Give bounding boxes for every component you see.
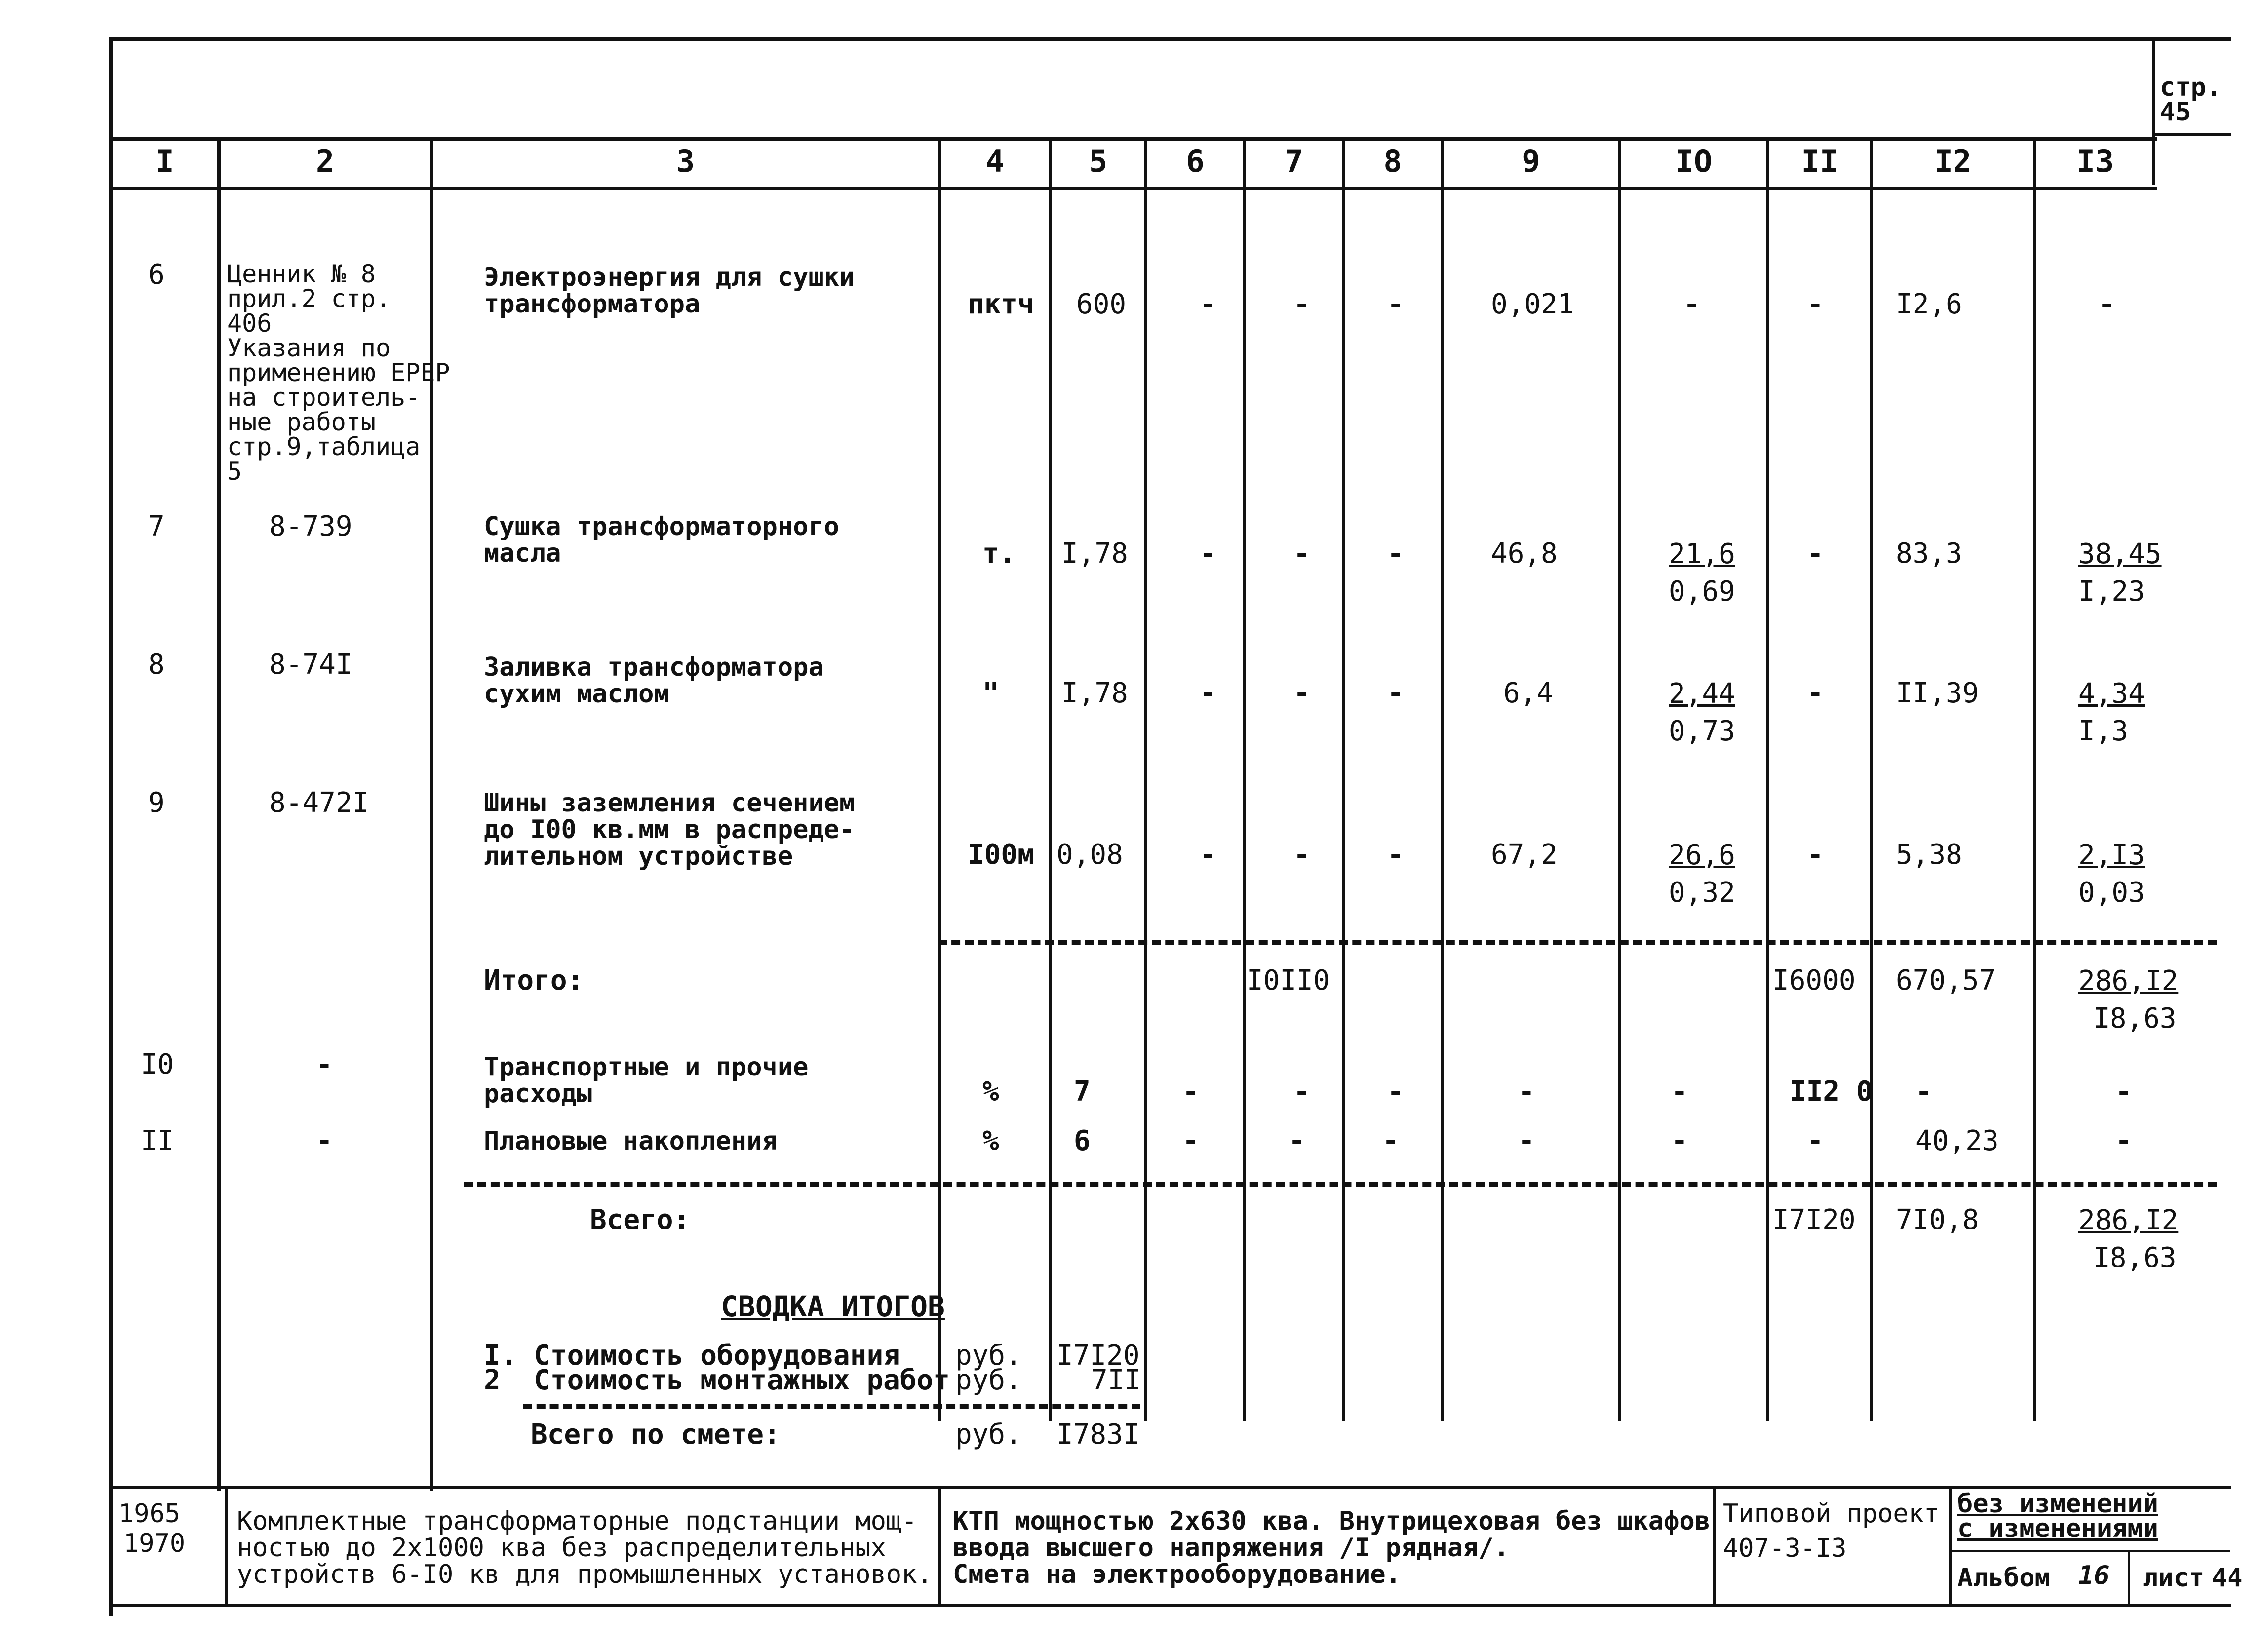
summary-title: СВОДКА ИТОГОВ	[721, 1290, 945, 1323]
row-c8: -	[1387, 538, 1404, 570]
row-c10-fraction	[1669, 536, 1735, 611]
summary-item-installation: 2 Стоимость монтажных работ	[484, 1364, 950, 1396]
row-c7: -	[1293, 839, 1310, 871]
col-sep	[2033, 138, 2036, 1421]
summary-item-equipment: I. Стоимость оборудования	[484, 1340, 900, 1372]
stamp-album-label: Альбом	[1957, 1563, 2050, 1593]
row-c9: 0,021	[1491, 288, 1574, 320]
col-sep	[1766, 138, 1769, 1421]
row-source: 8-74I	[269, 649, 352, 681]
col-header: 3	[676, 143, 695, 179]
row-c6: -	[1200, 677, 1216, 709]
row-c13-numerator: 38,45	[2078, 538, 2162, 570]
summary-total-value: I783I	[1056, 1419, 1140, 1451]
row-c11: -	[1807, 538, 1824, 570]
row-number: 8	[148, 649, 165, 681]
row-source: 8-739	[269, 510, 352, 542]
row-c9: -	[1518, 1125, 1535, 1157]
row-name: Шины заземления сечением до I00 кв.мм в распреде- лительном устройстве	[484, 788, 855, 871]
col-sep	[1144, 138, 1147, 1421]
row-source: Ценник № 8 прил.2 стр. 406 Указания по применению ЕРЕР на строитель- ные работы стр.9,таблица 5	[227, 260, 450, 486]
row-c7: -	[1293, 677, 1310, 709]
row-qty: I,78	[1061, 677, 1128, 709]
row-c10-fraction	[1669, 837, 1735, 912]
summary-unit-installation: руб.	[955, 1364, 1022, 1396]
col-header: 5	[1089, 143, 1108, 179]
row-qty: 6	[1074, 1125, 1091, 1157]
stamp-top-rule	[109, 1486, 2231, 1489]
row-name: Заливка трансформатора сухим маслом	[484, 653, 824, 709]
stamp-subject: КТП мощностью 2х630 ква. Внутрицеховая без шкафов ввода высшего напряжения /I рядная/. Смета на электрооборудование.	[953, 1506, 1711, 1589]
dashed-rule-itogo	[938, 940, 2217, 945]
row-unit: %	[982, 1125, 999, 1157]
row-c6: -	[1182, 1125, 1199, 1157]
summary-total-label: Всего по смете:	[531, 1419, 781, 1451]
header-top-rule	[109, 137, 2157, 141]
col-header: 4	[985, 143, 1005, 179]
vsego-c11: I7I20	[1772, 1204, 1856, 1236]
row-c13-fraction	[2078, 536, 2162, 611]
row-c10-denominator: 0,69	[1669, 576, 1735, 608]
row-number: 9	[148, 787, 165, 819]
row-name: Сушка трансформаторного масла	[484, 512, 840, 568]
row-c10-fraction	[1669, 675, 1735, 750]
col-sep	[1342, 138, 1345, 1421]
itogo-c13-fraction	[2078, 962, 2178, 1037]
row-c13-denominator: I,3	[2078, 715, 2129, 747]
col-header: I3	[2076, 143, 2114, 179]
stamp-sep	[1949, 1550, 2230, 1552]
row-source: -	[316, 1125, 333, 1157]
row-c10-numerator: 2,44	[1669, 678, 1735, 710]
row-c10-numerator: 26,6	[1669, 839, 1735, 871]
row-unit: т.	[982, 538, 1016, 570]
col-header: I2	[1934, 143, 1972, 179]
row-qty: I,78	[1061, 538, 1128, 570]
col-sep	[938, 138, 941, 1421]
row-number: 7	[148, 510, 165, 542]
stamp-sep	[225, 1486, 228, 1604]
row-c12: 40,23	[1916, 1125, 1999, 1157]
row-c6: -	[1200, 288, 1216, 320]
itogo-c12: 670,57	[1896, 964, 1996, 997]
row-unit: I00м	[968, 839, 1034, 871]
col-header: 8	[1383, 143, 1402, 179]
row-c13-fraction	[2078, 675, 2145, 750]
frame-left	[109, 37, 113, 1616]
row-c11: II2 0	[1790, 1075, 1873, 1108]
row-c11: -	[1807, 288, 1824, 320]
row-c13-denominator: I,23	[2078, 576, 2145, 608]
row-c10: -	[1671, 1125, 1688, 1157]
row-c10-denominator: 0,32	[1669, 877, 1735, 909]
row-c10-denominator: 0,73	[1669, 715, 1735, 747]
stamp-sep	[1949, 1486, 1952, 1604]
row-unit: %	[982, 1075, 999, 1108]
row-c9: -	[1518, 1075, 1535, 1108]
row-c13: -	[2098, 288, 2115, 320]
row-c12: 83,3	[1896, 538, 1962, 570]
stamp-sep	[938, 1486, 941, 1604]
row-c8: -	[1387, 839, 1404, 871]
row-c13-denominator: 0,03	[2078, 877, 2145, 909]
col-header: 2	[315, 143, 335, 179]
row-c13-fraction	[2078, 837, 2145, 912]
row-c9: 67,2	[1491, 839, 1558, 871]
vsego-label: Всего:	[590, 1204, 690, 1236]
itogo-label: Итого:	[484, 964, 584, 997]
stamp-project-code: 407-3-I3	[1723, 1534, 1847, 1563]
stamp-sheet-number: 44	[2212, 1563, 2243, 1593]
col-sep	[1441, 138, 1444, 1421]
vsego-c12: 7I0,8	[1896, 1204, 1979, 1236]
row-name: Транспортные и прочие расходы	[484, 1052, 809, 1109]
row-qty: 7	[1074, 1075, 1091, 1108]
col-header: IO	[1675, 143, 1713, 179]
stamp-year-bottom: 1970	[123, 1529, 186, 1558]
row-c13-numerator: 2,I3	[2078, 839, 2145, 871]
stamp-project-label: Типовой проект	[1723, 1499, 1940, 1529]
row-c12: II,39	[1896, 677, 1979, 709]
row-name: Плановые накопления	[484, 1126, 778, 1156]
row-c8: -	[1382, 1125, 1399, 1157]
row-unit: пктч	[968, 288, 1034, 320]
vsego-c13-fraction	[2078, 1202, 2178, 1277]
summary-value-installation: 7II	[1091, 1364, 1141, 1396]
row-c8: -	[1387, 288, 1404, 320]
stamp-sep	[2128, 1550, 2130, 1604]
stamp-year-top: 1965	[118, 1499, 181, 1529]
row-c9: 6,4	[1503, 677, 1554, 709]
row-c9: 46,8	[1491, 538, 1558, 570]
row-c7: -	[1289, 1125, 1305, 1157]
row-c8: -	[1387, 1075, 1404, 1108]
stamp-sep	[1713, 1486, 1716, 1604]
col-header: 7	[1285, 143, 1303, 179]
row-c10: -	[1683, 288, 1700, 320]
col-sep	[217, 138, 221, 1491]
summary-unit-equipment: руб.	[955, 1340, 1022, 1372]
col-header: II	[1801, 143, 1838, 179]
stamp-description: Комплектные трансформаторные подстанции мощ- ностью до 2х1000 ква без распределительных устройств 6-I0 кв для промышленных установок.	[237, 1506, 933, 1589]
row-c11: -	[1807, 1125, 1824, 1157]
itogo-c13-denominator: I8,63	[2093, 1002, 2177, 1035]
header-bottom-rule	[109, 187, 2157, 190]
page-box-bottom	[2152, 133, 2231, 136]
row-unit: "	[982, 677, 999, 709]
summary-value-equipment: I7I20	[1056, 1340, 1140, 1372]
row-c7: -	[1293, 1075, 1310, 1108]
col-sep	[1870, 138, 1873, 1421]
row-source: -	[316, 1048, 333, 1080]
stamp-sheet-label: лист	[2143, 1563, 2205, 1593]
col-header: 6	[1186, 143, 1205, 179]
row-c11: -	[1807, 677, 1824, 709]
row-c12: 5,38	[1896, 839, 1962, 871]
row-c12: -	[1916, 1075, 1932, 1108]
stamp-album-number: 16	[2078, 1561, 2110, 1590]
col-header: 9	[1522, 143, 1540, 179]
summary-total-unit: руб.	[955, 1419, 1022, 1451]
itogo-c13-numerator: 286,I2	[2078, 965, 2179, 997]
col-sep	[1618, 138, 1621, 1421]
frame-top	[109, 37, 2231, 41]
vsego-c13-numerator: 286,I2	[2078, 1204, 2179, 1236]
stamp-status-changed: с изменениями	[1957, 1514, 2158, 1543]
stamp-status-unchanged: без изменений	[1957, 1489, 2158, 1519]
row-qty: 0,08	[1056, 839, 1123, 871]
row-number: I0	[141, 1048, 174, 1080]
dashed-rule-summary	[523, 1404, 1140, 1409]
page-label: стр.	[2160, 73, 2222, 102]
vsego-c13-denominator: I8,63	[2093, 1242, 2177, 1274]
row-c11: -	[1807, 839, 1824, 871]
itogo-c7: I0II0	[1247, 964, 1330, 997]
dashed-rule-vsego	[464, 1182, 2217, 1187]
itogo-c11: I6000	[1772, 964, 1856, 997]
row-c13: -	[2115, 1125, 2132, 1157]
col-sep	[1049, 138, 1052, 1421]
row-source: 8-472I	[269, 787, 369, 819]
row-c6: -	[1200, 839, 1216, 871]
row-c10-numerator: 21,6	[1669, 538, 1735, 570]
row-c10: -	[1671, 1075, 1688, 1108]
row-c12: I2,6	[1896, 288, 1962, 320]
row-c8: -	[1387, 677, 1404, 709]
row-c6: -	[1182, 1075, 1199, 1108]
row-number: 6	[148, 259, 165, 291]
row-c6: -	[1200, 538, 1216, 570]
page-number: 45	[2160, 97, 2191, 127]
row-qty: 600	[1076, 288, 1127, 320]
row-c7: -	[1293, 288, 1310, 320]
row-name: Электроэнергия для сушки трансформатора	[484, 263, 855, 319]
stamp-bottom-rule	[109, 1604, 2231, 1607]
row-c7: -	[1293, 538, 1310, 570]
row-c13: -	[2115, 1075, 2132, 1108]
row-number: II	[141, 1125, 174, 1157]
col-header: I	[156, 143, 174, 179]
col-sep	[1243, 138, 1246, 1421]
row-c13-numerator: 4,34	[2078, 678, 2145, 710]
